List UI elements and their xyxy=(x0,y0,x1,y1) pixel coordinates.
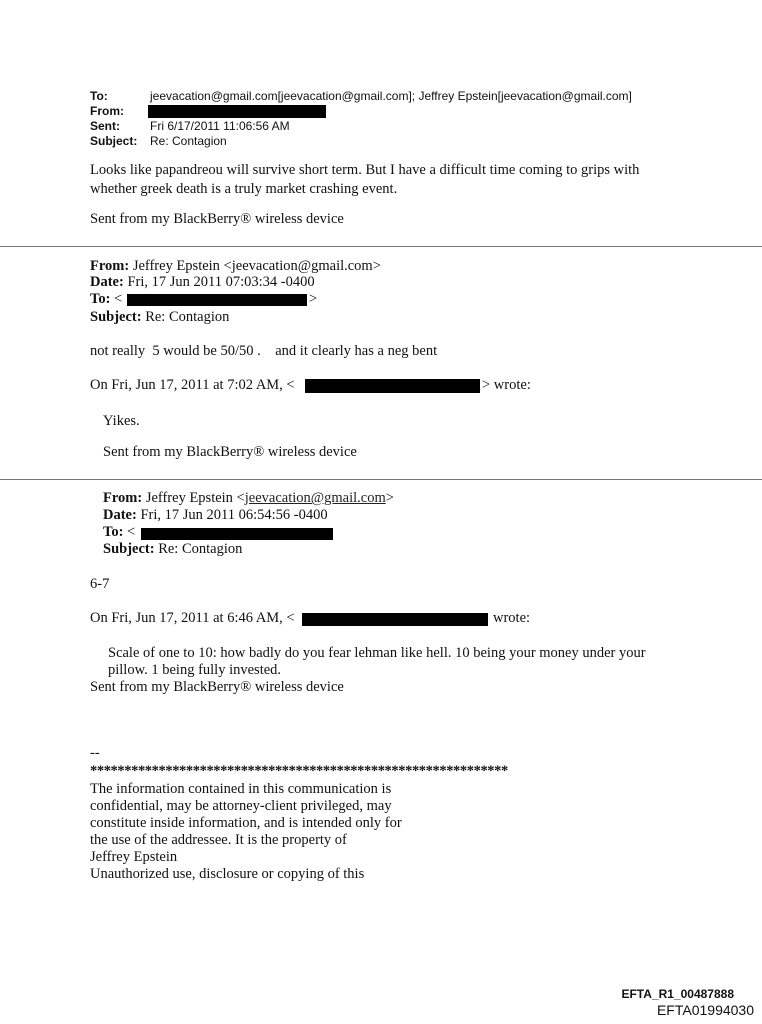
to-close: > xyxy=(309,291,318,307)
subject-line xyxy=(103,541,242,558)
from-line xyxy=(90,258,381,275)
redaction-box xyxy=(127,294,307,306)
disclaimer-line5: Jeffrey Epstein xyxy=(90,849,178,865)
asterisk-rule: ************************************************************* xyxy=(90,763,508,779)
divider-line xyxy=(0,246,762,247)
disclaimer-line6: Unauthorized use, disclosure or copying of this xyxy=(90,866,365,882)
email2-body: not really 5 would be 50/50 . and it clearly has a neg bent xyxy=(90,343,438,359)
email3-signature: Sent from my BlackBerry® wireless device xyxy=(90,679,344,695)
disclaimer-line1: The information contained in this communication is xyxy=(90,781,392,797)
quote-line1: Scale of one to 10: how badly do you fear lehman like hell. 10 being your money under your xyxy=(108,645,646,661)
from-close: > xyxy=(385,490,394,506)
subject-value: Re: Contagion xyxy=(158,541,243,557)
bates-number-secondary: EFTA01994030 xyxy=(656,1002,754,1018)
email1-body-line1: Looks like papandreou will survive short term. But I have a difficult time coming to grips with xyxy=(90,162,640,178)
to-label: To: xyxy=(103,524,124,540)
from-name: Jeffrey Epstein < xyxy=(145,490,245,506)
to-value: jeevacation@gmail.com[jeevacation@gmail.com]; Jeffrey Epstein[jeevacation@gmail.com] xyxy=(150,89,632,103)
subject-line xyxy=(90,309,229,326)
date-line xyxy=(90,274,315,291)
email1-signature: Sent from my BlackBerry® wireless device xyxy=(90,211,344,227)
quote-intro-end: wrote: xyxy=(493,610,531,626)
sent-value: Fri 6/17/2011 11:06:56 AM xyxy=(150,119,290,133)
redaction-box xyxy=(302,613,488,626)
from-label: From: xyxy=(90,104,124,118)
redaction-box xyxy=(305,379,480,393)
disclaimer-line4: the use of the addressee. It is the property of xyxy=(90,832,347,848)
to-line xyxy=(103,524,135,541)
from-email-link[interactable]: jeevacation@gmail.com xyxy=(244,490,386,506)
quote-intro: On Fri, Jun 17, 2011 at 6:46 AM, < xyxy=(90,610,295,626)
date-label: Date: xyxy=(103,507,137,523)
redaction-box xyxy=(148,105,326,118)
from-label: From: xyxy=(103,490,143,506)
to-label: To: xyxy=(90,291,111,307)
email3-body: 6-7 xyxy=(90,576,110,592)
subject-value: Re: Contagion xyxy=(145,309,230,325)
quote-line2: pillow. 1 being fully invested. xyxy=(108,662,282,678)
subject-label: Subject: xyxy=(90,309,142,325)
quote-signature: Sent from my BlackBerry® wireless device xyxy=(103,444,357,460)
disclaimer-line2: confidential, may be attorney-client privileged, may xyxy=(90,798,392,814)
disclaimer-line3: constitute inside information, and is intended only for xyxy=(90,815,402,831)
to-open: < xyxy=(127,524,136,540)
subject-value: Re: Contagion xyxy=(150,134,227,148)
to-label: To: xyxy=(90,89,108,103)
date-value: Fri, 17 Jun 2011 07:03:34 -0400 xyxy=(127,274,315,290)
email1-body-line2: whether greek death is a truly market crashing event. xyxy=(90,181,398,197)
bates-number-primary: EFTA_R1_00487888 xyxy=(621,987,734,1001)
to-line xyxy=(90,291,122,308)
date-label: Date: xyxy=(90,274,124,290)
divider-line xyxy=(0,479,762,480)
redaction-box xyxy=(141,528,333,540)
from-value: Jeffrey Epstein <jeevacation@gmail.com> xyxy=(132,258,381,274)
quote-intro: On Fri, Jun 17, 2011 at 7:02 AM, < xyxy=(90,377,295,393)
quote-line: Yikes. xyxy=(103,413,140,429)
date-value: Fri, 17 Jun 2011 06:54:56 -0400 xyxy=(140,507,328,523)
date-line xyxy=(103,507,328,524)
sent-label: Sent: xyxy=(90,119,120,133)
from-line xyxy=(103,490,394,507)
subject-label: Subject: xyxy=(90,134,138,148)
from-label: From: xyxy=(90,258,130,274)
quote-intro-end: > wrote: xyxy=(482,377,531,393)
subject-label: Subject: xyxy=(103,541,155,557)
sig-dashes: -- xyxy=(90,745,100,761)
to-open: < xyxy=(114,291,123,307)
